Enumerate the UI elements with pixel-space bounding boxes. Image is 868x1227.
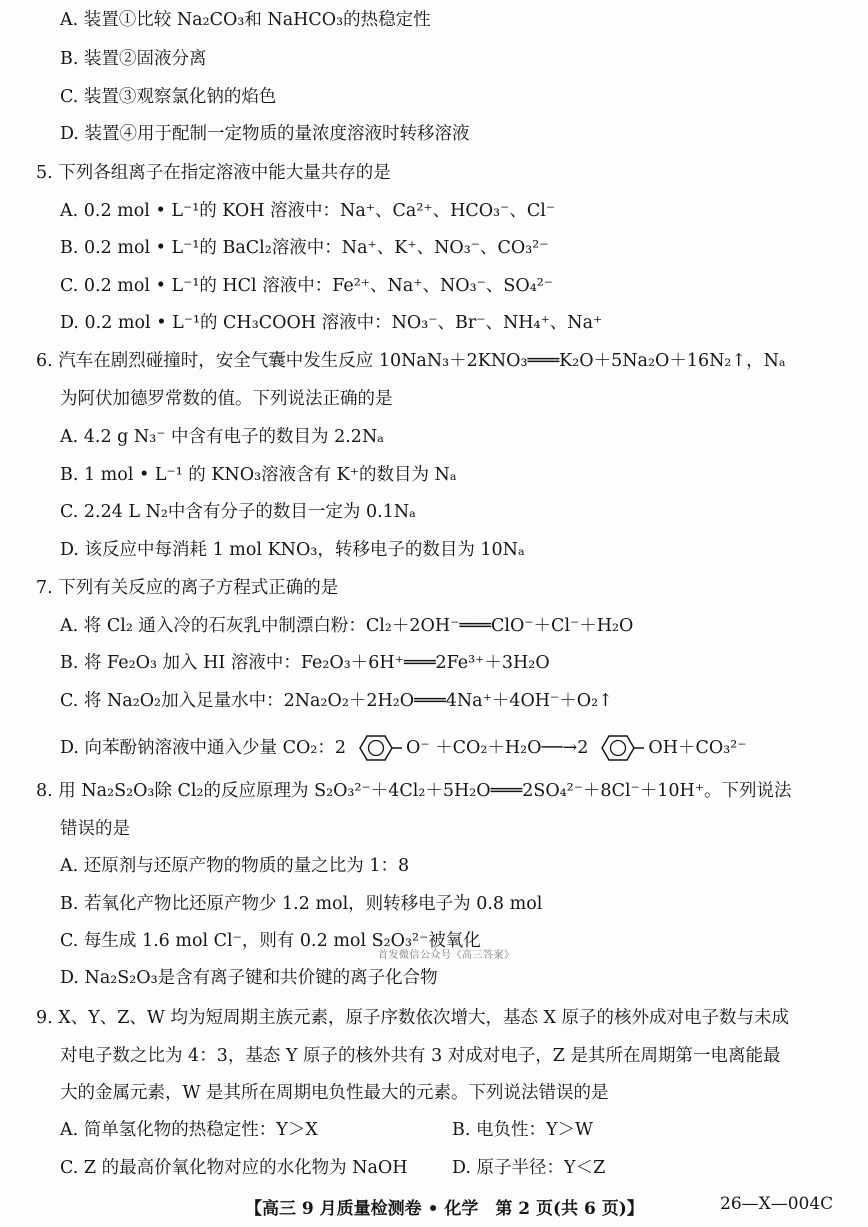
q5-option-a: A. 0.2 mol • L⁻¹的 KOH 溶液中：Na⁺、Ca²⁺、HCO₃⁻、Cl⁻ xyxy=(60,201,556,221)
q8-option-a: A. 还原剂与还原产物的物质的量之比为 1：8 xyxy=(60,856,410,876)
q4-option-b: B. 装置②固液分离 xyxy=(60,49,207,69)
q7-option-c: C. 将 Na₂O₂加入足量水中：2Na₂O₂＋2H₂O═══4Na⁺＋4OH⁻＋O₂↑ xyxy=(60,691,613,711)
q6-stem-line1: 6. 汽车在剧烈碰撞时，安全气囊中发生反应 10NaN₃＋2KNO₃═══K₂O＋5Na₂O＋16N₂↑，Nₐ xyxy=(36,351,786,371)
q4-option-d: D. 装置④用于配制一定物质的量浓度溶液时转移溶液 xyxy=(60,124,470,144)
q6-option-a: A. 4.2 g N₃⁻ 中含有电子的数目为 2.2Nₐ xyxy=(60,427,385,447)
q6-option-d: D. 该反应中每消耗 1 mol KNO₃，转移电子的数目为 10Nₐ xyxy=(60,540,525,560)
q9-stem-line3: 大的金属元素，W 是其所在周期电负性最大的元素。下列说法错误的是 xyxy=(60,1083,609,1103)
q9-option-a: A. 简单氢化物的热稳定性：Y＞X xyxy=(60,1120,318,1140)
q9-stem-line1: 9. X、Y、Z、W 均为短周期主族元素，原子序数依次增大，基态 X 原子的核外成对电子数与未成 xyxy=(36,1008,790,1028)
q8-option-c: C. 每生成 1.6 mol Cl⁻，则有 0.2 mol S₂O₃²⁻被氧化 xyxy=(60,931,481,951)
page-footer xyxy=(0,1194,868,1220)
q5-option-b: B. 0.2 mol • L⁻¹的 BaCl₂溶液中：Na⁺、K⁺、NO₃⁻、CO₃²⁻ xyxy=(60,238,549,258)
q8-stem-line2: 错误的是 xyxy=(60,819,130,839)
q5-option-c: C. 0.2 mol • L⁻¹的 HCl 溶液中：Fe²⁺、Na⁺、NO₃⁻、SO₄²⁻ xyxy=(60,276,553,296)
q5-stem: 5. 下列各组离子在指定溶液中能大量共存的是 xyxy=(36,163,391,183)
watermark: 首发微信公众号《高三答案》 xyxy=(378,950,515,961)
q9-option-d: D. 原子半径：Y＜Z xyxy=(452,1158,606,1178)
q9-option-c: C. Z 的最高价氧化物对应的水化物为 NaOH xyxy=(60,1158,408,1178)
q6-option-c: C. 2.24 L N₂中含有分子的数目一定为 0.1Nₐ xyxy=(60,502,416,522)
footer-title: 【高三 9 月质量检测卷 • 化学 第 2 页(共 6 页)】 xyxy=(245,1199,644,1219)
q7-option-a: A. 将 Cl₂ 通入冷的石灰乳中制漂白粉：Cl₂＋2OH⁻═══ClO⁻＋Cl⁻＋H₂O xyxy=(60,616,634,636)
q8-stem-line1: 8. 用 Na₂S₂O₃除 Cl₂的反应原理为 S₂O₃²⁻＋4Cl₂＋5H₂O═══2SO₄²⁻＋8Cl⁻＋10H⁺。下列说法 xyxy=(36,781,792,801)
q9-stem-line2: 对电子数之比为 4：3，基态 Y 原子的核外共有 3 对成对电子，Z 是其所在周期第一电离能最 xyxy=(60,1046,781,1066)
q7-option-d-suffix: OH＋CO₃²⁻ xyxy=(648,738,747,758)
q7-option-d-middle: O⁻ ＋CO₂＋H₂O──→2 xyxy=(405,738,589,758)
q7-option-d-prefix: D. 向苯酚钠溶液中通入少量 CO₂：2 xyxy=(60,738,346,758)
q4-option-a: A. 装置①比较 Na₂CO₃和 NaHCO₃的热稳定性 xyxy=(60,10,431,30)
q8-option-b: B. 若氧化产物比还原产物少 1.2 mol，则转移电子为 0.8 mol xyxy=(60,894,543,914)
footer-code: 26—X—004C xyxy=(720,1194,834,1214)
q7-option-d xyxy=(60,733,868,763)
q7-stem: 7. 下列有关反应的离子方程式正确的是 xyxy=(36,578,339,598)
q9-option-b: B. 电负性：Y＞W xyxy=(452,1120,594,1140)
benzene-ring-icon xyxy=(592,733,644,763)
q5-option-d: D. 0.2 mol • L⁻¹的 CH₃COOH 溶液中：NO₃⁻、Br⁻、NH₄⁺、Na⁺ xyxy=(60,313,603,333)
q9-options-row2 xyxy=(60,1156,868,1180)
q6-stem-line2: 为阿伏加德罗常数的值。下列说法正确的是 xyxy=(60,389,393,409)
q7-option-b: B. 将 Fe₂O₃ 加入 HI 溶液中：Fe₂O₃＋6H⁺═══2Fe³⁺＋3H₂O xyxy=(60,653,550,673)
q6-option-b: B. 1 mol • L⁻¹ 的 KNO₃溶液含有 K⁺的数目为 Nₐ xyxy=(60,465,457,485)
q9-options-row1 xyxy=(60,1118,868,1142)
q4-option-c: C. 装置③观察氯化钠的焰色 xyxy=(60,87,277,107)
q8-option-d: D. Na₂S₂O₃是含有离子键和共价键的离子化合物 xyxy=(60,968,438,988)
benzene-ring-icon xyxy=(350,733,402,763)
